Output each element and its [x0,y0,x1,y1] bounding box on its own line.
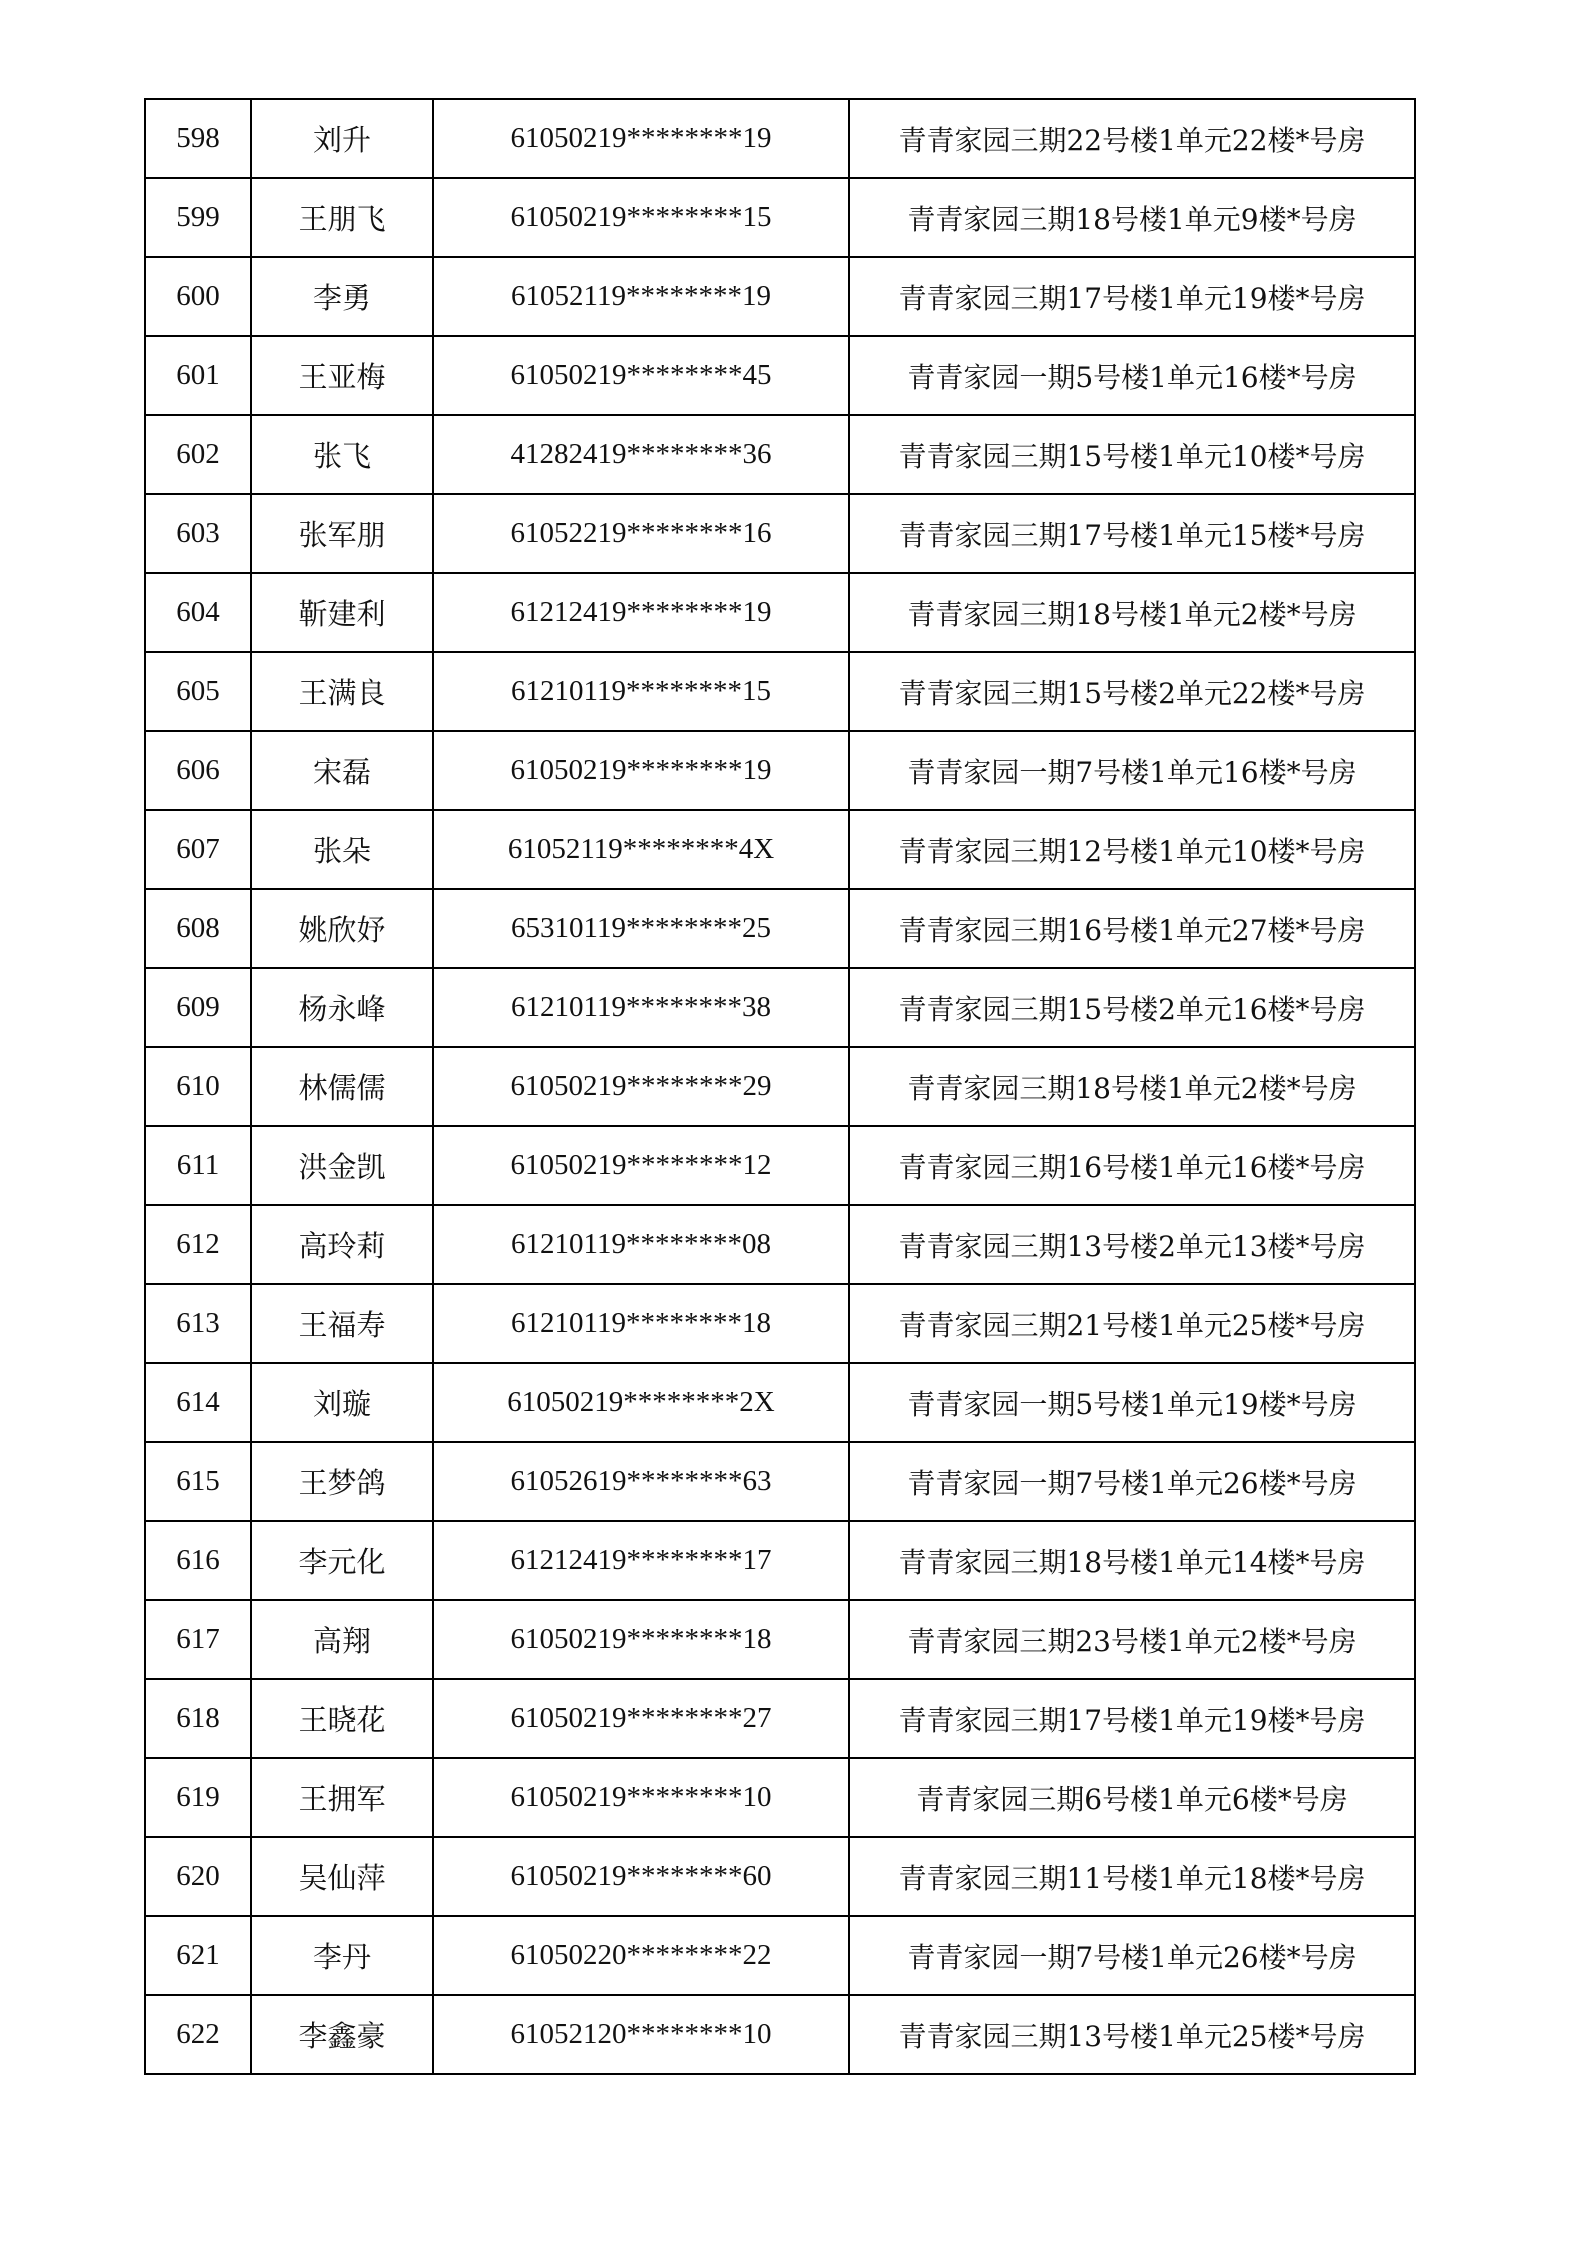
id-number-cell: 61050219********19 [433,731,849,810]
row-number-cell: 608 [145,889,251,968]
address-cell: 青青家园三期15号楼2单元22楼*号房 [849,652,1415,731]
table-row [145,652,1415,731]
name-cell: 张飞 [251,415,433,494]
table-row [145,1521,1415,1600]
id-number-cell: 61050219********27 [433,1679,849,1758]
table-row [145,810,1415,889]
id-number-cell: 61050219********10 [433,1758,849,1837]
table-row [145,1442,1415,1521]
name-cell: 姚欣妤 [251,889,433,968]
table-row [145,1758,1415,1837]
row-number-cell: 622 [145,1995,251,2074]
name-cell: 李勇 [251,257,433,336]
table-row [145,99,1415,178]
id-number-cell: 61212419********19 [433,573,849,652]
row-number-cell: 606 [145,731,251,810]
address-cell: 青青家园三期6号楼1单元6楼*号房 [849,1758,1415,1837]
address-cell: 青青家园一期5号楼1单元16楼*号房 [849,336,1415,415]
id-number-cell: 61212419********17 [433,1521,849,1600]
row-number-cell: 615 [145,1442,251,1521]
name-cell: 王梦鸽 [251,1442,433,1521]
address-cell: 青青家园三期13号楼1单元25楼*号房 [849,1995,1415,2074]
table-row [145,889,1415,968]
table-row [145,336,1415,415]
address-cell: 青青家园三期17号楼1单元19楼*号房 [849,1679,1415,1758]
row-number-cell: 603 [145,494,251,573]
row-number-cell: 601 [145,336,251,415]
roster-table [144,98,1416,2075]
table-row [145,494,1415,573]
name-cell: 高翔 [251,1600,433,1679]
address-cell: 青青家园一期7号楼1单元26楼*号房 [849,1442,1415,1521]
id-number-cell: 61050219********60 [433,1837,849,1916]
address-cell: 青青家园三期18号楼1单元2楼*号房 [849,573,1415,652]
id-number-cell: 41282419********36 [433,415,849,494]
id-number-cell: 61050219********15 [433,178,849,257]
address-cell: 青青家园三期15号楼2单元16楼*号房 [849,968,1415,1047]
id-number-cell: 61050219********12 [433,1126,849,1205]
name-cell: 张军朋 [251,494,433,573]
table-row [145,573,1415,652]
row-number-cell: 600 [145,257,251,336]
id-number-cell: 61210119********18 [433,1284,849,1363]
row-number-cell: 610 [145,1047,251,1126]
name-cell: 李鑫豪 [251,1995,433,2074]
table-row [145,1995,1415,2074]
id-number-cell: 61050219********19 [433,99,849,178]
name-cell: 王拥军 [251,1758,433,1837]
row-number-cell: 612 [145,1205,251,1284]
address-cell: 青青家园三期18号楼1单元14楼*号房 [849,1521,1415,1600]
row-number-cell: 621 [145,1916,251,1995]
address-cell: 青青家园三期18号楼1单元9楼*号房 [849,178,1415,257]
address-cell: 青青家园三期21号楼1单元25楼*号房 [849,1284,1415,1363]
address-cell: 青青家园三期16号楼1单元27楼*号房 [849,889,1415,968]
row-number-cell: 613 [145,1284,251,1363]
table-row [145,1679,1415,1758]
name-cell: 刘升 [251,99,433,178]
address-cell: 青青家园一期7号楼1单元16楼*号房 [849,731,1415,810]
name-cell: 宋磊 [251,731,433,810]
row-number-cell: 611 [145,1126,251,1205]
row-number-cell: 619 [145,1758,251,1837]
id-number-cell: 61210119********38 [433,968,849,1047]
row-number-cell: 607 [145,810,251,889]
address-cell: 青青家园一期5号楼1单元19楼*号房 [849,1363,1415,1442]
id-number-cell: 61052219********16 [433,494,849,573]
id-number-cell: 61050219********45 [433,336,849,415]
id-number-cell: 61050219********18 [433,1600,849,1679]
id-number-cell: 61052119********4X [433,810,849,889]
address-cell: 青青家园三期15号楼1单元10楼*号房 [849,415,1415,494]
id-number-cell: 61052120********10 [433,1995,849,2074]
id-number-cell: 65310119********25 [433,889,849,968]
address-cell: 青青家园三期16号楼1单元16楼*号房 [849,1126,1415,1205]
id-number-cell: 61210119********08 [433,1205,849,1284]
table-row [145,1047,1415,1126]
address-cell: 青青家园三期18号楼1单元2楼*号房 [849,1047,1415,1126]
row-number-cell: 604 [145,573,251,652]
name-cell: 李元化 [251,1521,433,1600]
table-row [145,415,1415,494]
name-cell: 王亚梅 [251,336,433,415]
id-number-cell: 61052119********19 [433,257,849,336]
row-number-cell: 599 [145,178,251,257]
name-cell: 杨永峰 [251,968,433,1047]
name-cell: 王晓花 [251,1679,433,1758]
row-number-cell: 614 [145,1363,251,1442]
id-number-cell: 61210119********15 [433,652,849,731]
name-cell: 王朋飞 [251,178,433,257]
name-cell: 刘璇 [251,1363,433,1442]
table-row [145,1205,1415,1284]
name-cell: 吴仙萍 [251,1837,433,1916]
address-cell: 青青家园三期13号楼2单元13楼*号房 [849,1205,1415,1284]
name-cell: 王福寿 [251,1284,433,1363]
name-cell: 靳建利 [251,573,433,652]
table-row [145,178,1415,257]
id-number-cell: 61050220********22 [433,1916,849,1995]
address-cell: 青青家园三期17号楼1单元19楼*号房 [849,257,1415,336]
address-cell: 青青家园三期17号楼1单元15楼*号房 [849,494,1415,573]
row-number-cell: 598 [145,99,251,178]
id-number-cell: 61050219********2X [433,1363,849,1442]
row-number-cell: 609 [145,968,251,1047]
name-cell: 张朵 [251,810,433,889]
row-number-cell: 605 [145,652,251,731]
address-cell: 青青家园一期7号楼1单元26楼*号房 [849,1916,1415,1995]
row-number-cell: 617 [145,1600,251,1679]
row-number-cell: 616 [145,1521,251,1600]
table-row [145,1126,1415,1205]
name-cell: 李丹 [251,1916,433,1995]
name-cell: 高玲莉 [251,1205,433,1284]
roster-table-body [145,99,1415,2074]
row-number-cell: 602 [145,415,251,494]
address-cell: 青青家园三期11号楼1单元18楼*号房 [849,1837,1415,1916]
name-cell: 王满良 [251,652,433,731]
table-row [145,968,1415,1047]
address-cell: 青青家园三期23号楼1单元2楼*号房 [849,1600,1415,1679]
table-row [145,731,1415,810]
table-row [145,1837,1415,1916]
address-cell: 青青家园三期12号楼1单元10楼*号房 [849,810,1415,889]
address-cell: 青青家园三期22号楼1单元22楼*号房 [849,99,1415,178]
table-row [145,1916,1415,1995]
id-number-cell: 61050219********29 [433,1047,849,1126]
table-row [145,1284,1415,1363]
table-row [145,1363,1415,1442]
row-number-cell: 620 [145,1837,251,1916]
table-row [145,257,1415,336]
row-number-cell: 618 [145,1679,251,1758]
id-number-cell: 61052619********63 [433,1442,849,1521]
table-row [145,1600,1415,1679]
name-cell: 洪金凯 [251,1126,433,1205]
name-cell: 林儒儒 [251,1047,433,1126]
